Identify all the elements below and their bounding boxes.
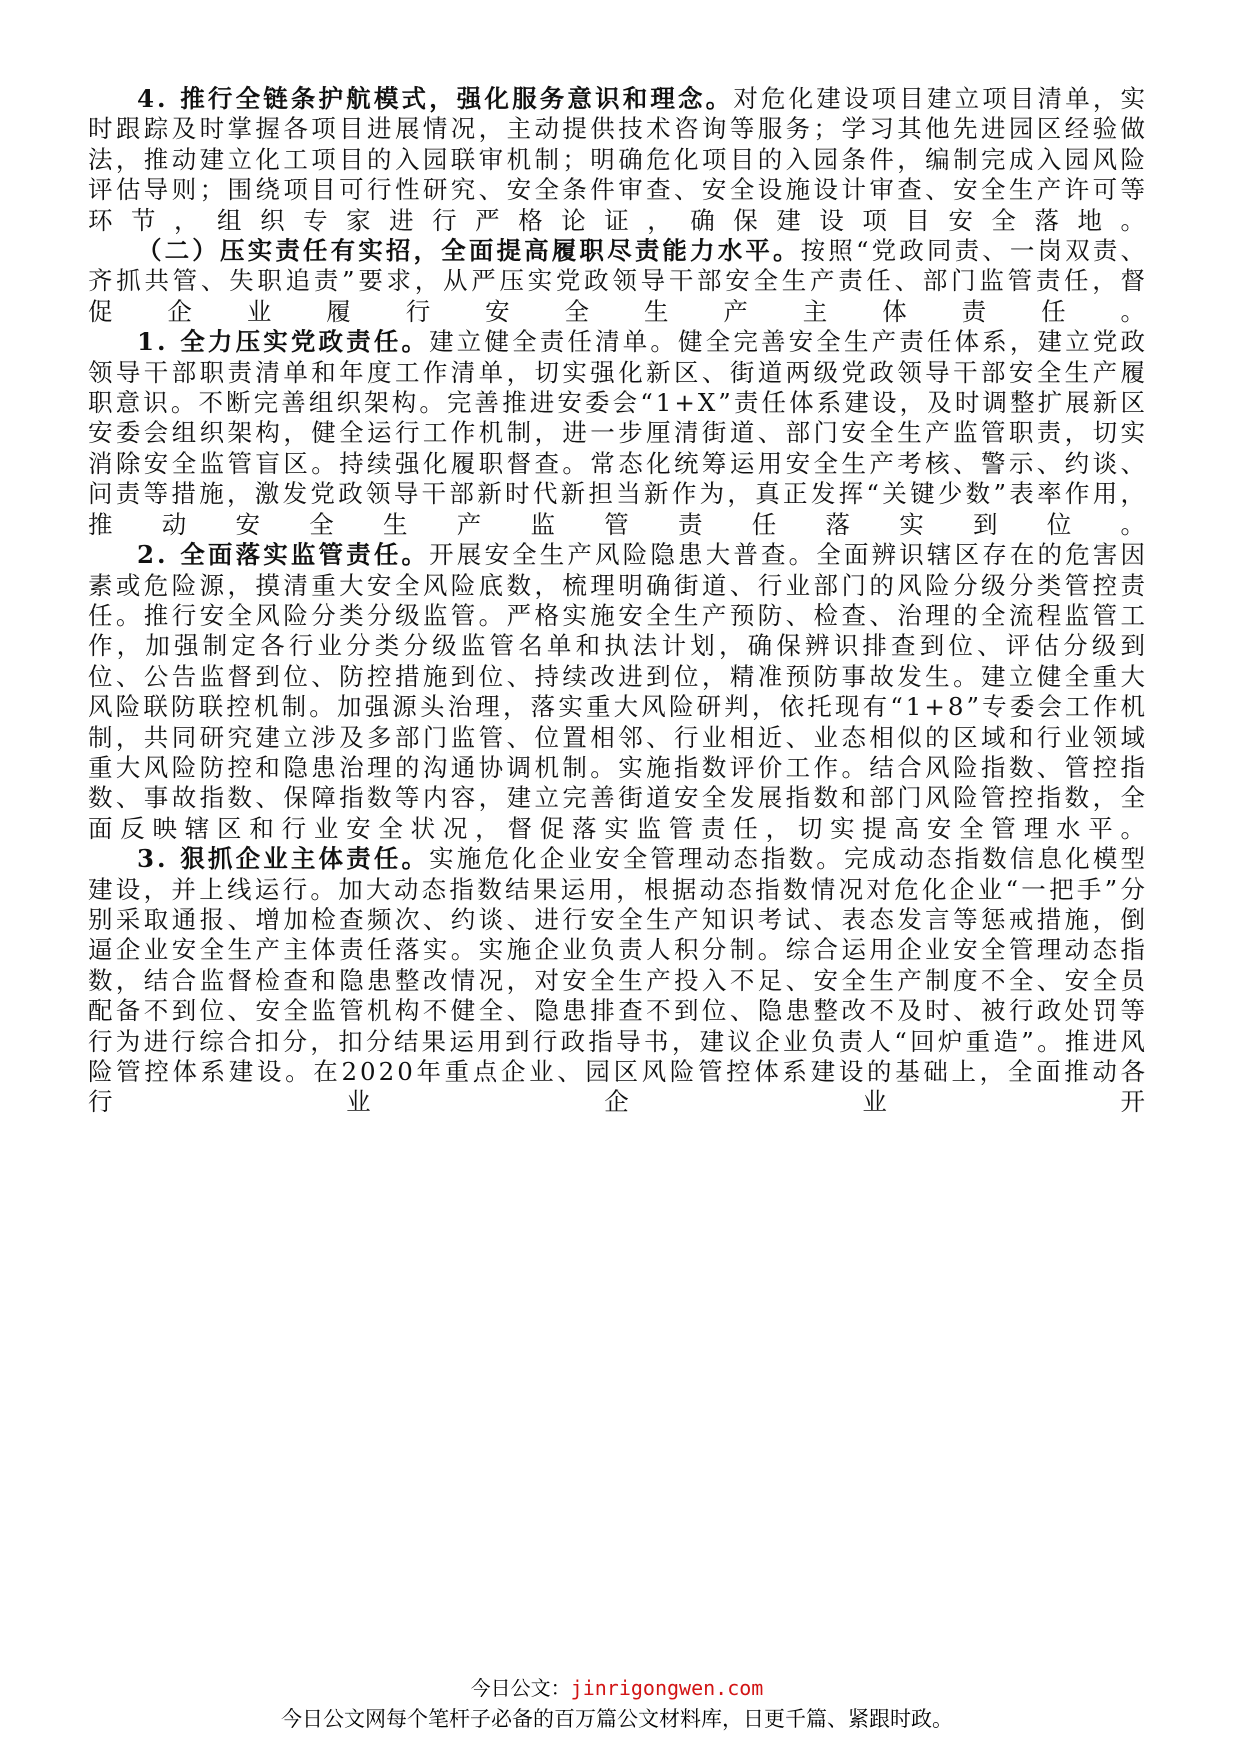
paragraph-3-lead: 1. 全力压实党政责任。: [137, 327, 430, 357]
paragraph-2: [88, 236, 1148, 327]
paragraph-1-lead: 4. 推行全链条护航模式，强化服务意识和理念。: [137, 84, 734, 113]
footer-site-link[interactable]: jinrigongwen.com: [570, 1676, 764, 1700]
footer-slogan: 今日公文网每个笔杆子必备的百万篇公文材料库，日更千篇、紧跟时政。: [281, 1707, 953, 1731]
footer-label: 今日公文：: [470, 1676, 571, 1700]
paragraph-5-lead: 3. 狠抓企业主体责任。: [137, 844, 430, 874]
paragraph-4-lead: 2. 全面落实监管责任。: [137, 540, 430, 570]
paragraph-2-lead: （二）压实责任有实招，全面提高履职尽责能力水平。: [137, 236, 801, 266]
paragraph-5: [88, 844, 1148, 1118]
paragraph-3-text: 建立健全责任清单。健全完善安全生产责任体系，建立党政领导干部职责清单和年度工作清单，切实强化新区、街道两级党政领导干部安全生产履职意识。不断完善组织架构。完善推进安委会“1+X”责任体系建设，及时调整扩展新区安委会组织架构，健全运行工作机制，进一步厘清街道、部门安全生产监管职责，切实消除安全监管盲区。持续强化履职督查。常态化统筹运用安全生产考核、警示、约谈、问责等措施，激发党政领导干部新时代新担当新作为，真正发挥“关键少数”表率作用，推动安全生产监管责任落实到位。: [88, 327, 1149, 539]
paragraph-4: [88, 540, 1148, 844]
paragraph-5-text: 实施危化企业安全管理动态指数。完成动态指数信息化模型建设，并上线运行。加大动态指数结果运用，根据动态指数情况对危化企业“一把手”分别采取通报、增加检查频次、约谈、进行安全生产知识考试、表态发言等惩戒措施，倒逼企业安全生产主体责任落实。实施企业负责人积分制。综合运用企业安全管理动态指数，结合监督检查和隐患整改情况，对安全生产投入不足、安全生产制度不全、安全员配备不到位、安全监管机构不健全、隐患排查不到位、隐患整改不及时、被行政处罚等行为进行综合扣分，扣分结果运用到行政指导书，建议企业负责人“回炉重造”。推进风险管控体系建设。在2020年重点企业、园区风险管控体系建设的基础上，全面推动各行业企业开: [88, 844, 1149, 1117]
paragraph-1-text: 对危化建设项目建立项目清单，实时跟踪及时掌握各项目进展情况，主动提供技术咨询等服务；学习其他先进园区经验做法，推动建立化工项目的入园联审机制；明确危化项目的入园条件，编制完成入园风险评估导则；围绕项目可行性研究、安全条件审查、安全设施设计审查、安全生产许可等环节，组织专家进行严格论证，确保建设项目安全落地。: [88, 84, 1148, 235]
footer-site-line: [0, 1672, 1234, 1701]
paragraph-4-text: 开展安全生产风险隐患大普查。全面辨识辖区存在的危害因素或危险源，摸清重大安全风险底数，梳理明确街道、行业部门的风险分级分类管控责任。推行安全风险分类分级监管。严格实施安全生产预防、检查、治理的全流程监管工作，加强制定各行业分类分级监管名单和执法计划，确保辨识排查到位、评估分级到位、公告监督到位、防控措施到位、持续改进到位，精准预防事故发生。建立健全重大风险联防联控机制。加强源头治理，落实重大风险研判，依托现有“1+8”专委会工作机制，共同研究建立涉及多部门监管、位置相邻、行业相近、业态相似的区域和行业领域重大风险防控和隐患治理的沟通协调机制。实施指数评价工作。结合风险指数、管控指数、事故指数、保障指数等内容，建立完善街道安全发展指数和部门风险管控指数，全面反映辖区和行业安全状况，督促落实监管责任，切实提高安全管理水平。: [88, 540, 1149, 843]
paragraph-3: [88, 327, 1148, 540]
paragraph-1: [88, 84, 1148, 236]
document-body: [88, 84, 1148, 1118]
paragraph-2-text: 按照“党政同责、一岗双责、齐抓共管、失职追责”要求，从严压实党政领导干部安全生产责任、部门监管责任，督促企业履行安全生产主体责任。: [88, 236, 1149, 326]
